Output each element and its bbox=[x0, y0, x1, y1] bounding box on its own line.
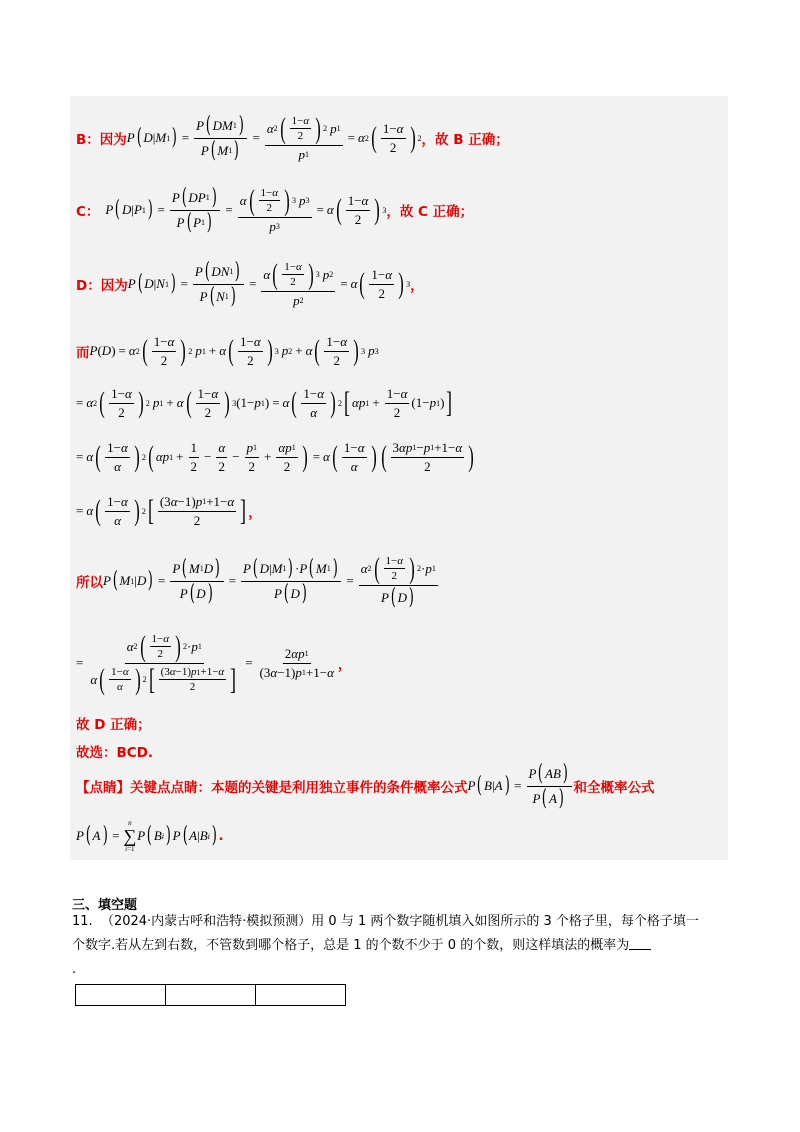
comment-line bbox=[76, 760, 655, 811]
grid-cell bbox=[166, 985, 256, 1005]
solution-line-c bbox=[76, 180, 473, 240]
solution-step-4 bbox=[76, 486, 262, 536]
line-label: D：因为 bbox=[76, 278, 128, 294]
question-line-3: . bbox=[72, 962, 77, 977]
line-suffix: ， bbox=[337, 657, 352, 673]
solution-answer: 故选：BCD. bbox=[76, 745, 154, 761]
equation: = α 2 ( 1− α 2 ) 2 · p 1 α ( 1− α α ) 2 [ (3 α −1) p 1 +1− α 2 ] = 2 αp 1 (3 α −1) p 1 +1− α bbox=[76, 629, 334, 696]
solution-step-3 bbox=[76, 432, 476, 482]
line-suffix: ，故 B 正确； bbox=[421, 132, 509, 148]
equation: P ( D | P 1 ) = P ( DP 1 ) P ( P 1 ) = α ( 1− α 2 ) 3 p 3 p 3 = α ( 1− α 2 ) 3 bbox=[105, 183, 387, 235]
line-suffix: ，故 C 正确； bbox=[386, 204, 474, 220]
line-label: 所以 bbox=[76, 575, 103, 591]
question-number: 11. bbox=[72, 914, 93, 929]
line-suffix: ， bbox=[248, 505, 262, 521]
comment-label: 【点睛】 bbox=[76, 780, 130, 796]
equation: P ( B | A ) = P ( AB ) P ( A ) bbox=[468, 763, 574, 810]
line-label: 而 bbox=[76, 345, 90, 361]
equation: P ( A ) = n ∑ i=1 P ( B i ) P ( A | B i ) bbox=[76, 819, 217, 853]
equation: P ( D | M 1 ) = P ( DM 1 ) P ( M 1 ) = α 2 ( 1− α 2 ) 2 p 1 p 1 = α 2 ( 1− α 2 ) 2 bbox=[126, 111, 422, 163]
line-suffix: ， bbox=[410, 278, 424, 294]
equation: = α ( 1− α α ) 2 ( αp 1 + $\frac{1}{2}$ − $\frac{\alpha}{2}$ − p 1 2 + αp 1 2 ) = α ( 1− α α ) ( 3 αp 1 − p 1 +1− α 2 ) bbox=[76, 439, 474, 474]
grid-cell bbox=[76, 985, 166, 1005]
grid-cells bbox=[75, 984, 346, 1006]
question-11 bbox=[72, 910, 732, 982]
equation: P ( M 1 | D ) = P ( M 1 D ) P ( D ) = P ( D | M 1 ) · P ( M 1 ) P ( D ) = α 2 ( 1− α 2 ) 2 · p 1 P ( D ) bbox=[103, 551, 436, 610]
solution-line-pd bbox=[76, 328, 379, 374]
comment-end: . bbox=[218, 828, 224, 844]
solution-d-correct: 故 D 正确； bbox=[76, 717, 151, 733]
section-title: 三、填空题 bbox=[72, 898, 138, 913]
comment-formula-line bbox=[76, 818, 224, 854]
solution-line-d bbox=[76, 254, 424, 314]
solution-line-suoyi bbox=[76, 552, 440, 610]
line-label: C： bbox=[76, 204, 100, 220]
question-line-1: 11. （2024·内蒙古呼和浩特·模拟预测）用 0 与 1 两个数字随机填入如图所示的 3 个格子里，每个格子填一 bbox=[72, 914, 699, 929]
equation: = α ( 1− α α ) 2 [ (3 α −1) p 1 +1− α 2 ] bbox=[76, 493, 247, 528]
equation: P ( D ) = α 2 ( 1− α 2 ) 2 p 1 + α ( 1− α 2 ) 3 p 2 + α ( 1− α 2 ) 3 p 3 bbox=[89, 333, 379, 368]
equation: P ( D | N 1 ) = P ( DN 1 ) P ( N 1 ) = α ( 1− α 2 ) 3 p 2 p 2 = α ( 1− α 2 ) 3 bbox=[127, 257, 411, 309]
comment-text-2: 和全概率公式 bbox=[573, 780, 655, 796]
equation: = α 2 ( 1− α 2 ) 2 p 1 + α ( 1− α 2 ) 3 (1− p 1 ) = α ( 1− α α ) 2 [ αp 1 + 1− α 2 (1− p 1 ) ] bbox=[76, 385, 453, 420]
solution-final-fraction bbox=[76, 620, 351, 706]
question-line-2: 个数字.若从左到右数，不管数到哪个格子，总是 1 的个数不少于 0 的个数，则这样填法的概率为 bbox=[72, 934, 732, 958]
solution-line-b bbox=[76, 104, 509, 172]
solution-step-2 bbox=[76, 380, 454, 426]
answer-blank[interactable] bbox=[629, 937, 651, 950]
comment-text: 关键点点睛：本题的关键是利用独立事件的条件概率公式 bbox=[130, 780, 468, 796]
line-label: B：因为 bbox=[76, 132, 127, 148]
grid-cell bbox=[256, 985, 345, 1005]
